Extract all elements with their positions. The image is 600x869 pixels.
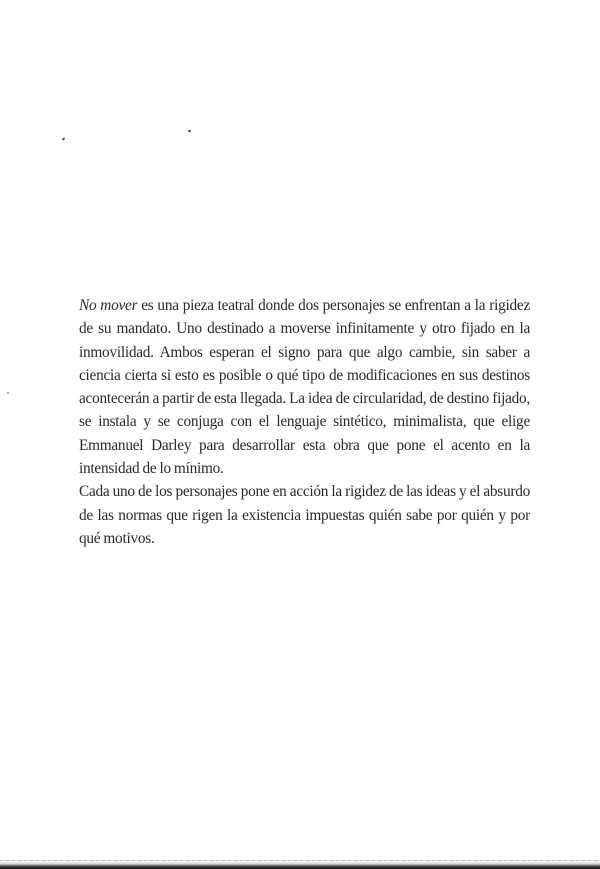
scan-speck (7, 392, 9, 394)
paragraph-1 (79, 294, 530, 480)
paragraph-2: Cada uno de los personajes pone en acción la rigidez de las ideas y el absurdo de las normas que rigen la existencia impuestas quién sabe por quién y por qué motivos. (79, 483, 530, 547)
scan-bottom-edge (0, 861, 600, 869)
scan-speck (62, 137, 66, 140)
paragraph-1-text: es una pieza teatral donde dos personajes se enfrentan a la rigidez de su mandato. Uno destinado a moverse infinitamente y otro fijado en la inmovilidad. Ambos esperan el signo para que algo cambie, sin saber a ciencia cierta si esto es posible o qué tipo de modificaciones en sus destinos acontecerán a partir de esta llegada. La idea de circularidad, de destino fijado, se instala y se conjuga con el lenguaje sintético, minimalista, que elige Emmanuel Darley para desarrollar esta obra que pone el acento en la intensidad de lo mínimo. (79, 297, 530, 478)
body-text (79, 294, 530, 550)
play-title: No mover (79, 297, 138, 314)
scan-speck (188, 129, 192, 132)
